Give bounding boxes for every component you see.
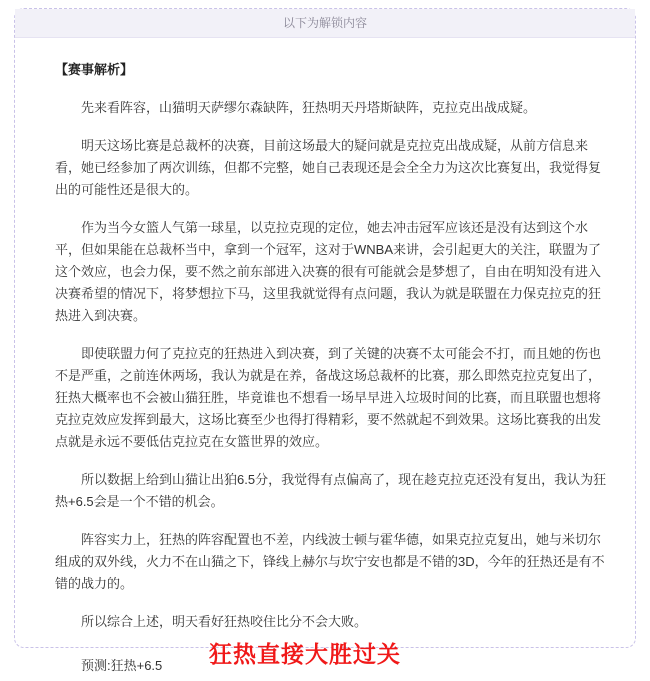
paragraph-handicap: 所以数据上给到山猫让出狛6.5分，我觉得有点偏高了，现在趁克拉克还没有复出，我认为狂热+6.5会是一个不错的机会。 bbox=[55, 472, 607, 509]
highlight-banner-text: 狂热直接大胜过关 bbox=[209, 641, 401, 667]
prediction-text: 预测:狂热+6.5 bbox=[81, 658, 163, 673]
article-body bbox=[15, 59, 635, 681]
prediction-row bbox=[55, 641, 613, 681]
paragraph-conclusion: 所以综合上述，明天看好狂热咬住比分不会大败。 bbox=[81, 614, 368, 629]
unlocked-content-panel bbox=[14, 8, 636, 673]
paragraph-lineup: 先来看阵容，山猫明天萨缪尔森缺阵，狂热明天丹塔斯缺阵，克拉克出战成疑。 bbox=[81, 100, 537, 115]
section-title: 【赛事解析】 bbox=[55, 62, 134, 77]
paragraph-final-status: 明天这场比赛是总裁杯的决赛，目前这场最大的疑问就是克拉克出战成疑，从前方信息来看，她已经参加了两次训练，但都不完整，她自己表现还是会全全力为这次比赛复出，我觉得复出的可能性还是很大的。 bbox=[55, 138, 602, 197]
unlock-header: 以下为解锁内容 bbox=[15, 9, 635, 38]
paragraph-return-analysis: 即使联盟力何了克拉克的狂热进入到决赛，到了关键的决赛不太可能会不打，而且她的伤也不是严重，之前连休两场，我认为就是在养，备战这场总裁杯的比赛，那么即然克拉克复出了，狂热大概率也不会被山猫狂胜，毕竟谁也不想看一场早早进入垃圾时间的比赛，而且联盟也想将克拉克效应发挥到最大，这场比赛至少也得打得精彩，要不然就起不到效果。这场比赛我的出发点就是永远不要低估克拉克在女篮世界的效应。 bbox=[55, 346, 602, 449]
paragraph-roster-strength: 阵容实力上，狂热的阵容配置也不差，内线波士顿与霍华德，如果克拉克复出，她与米切尔组成的双外线，火力不在山猫之下，锋线上赫尔与坎宁安也都是不错的3D，今年的狂热还是有不错的战力的。 bbox=[55, 532, 605, 591]
paragraph-league-effect: 作为当今女篮人气第一球星，以克拉克现的定位，她去冲击冠军应该还是没有达到这个水平，但如果能在总裁杯当中，拿到一个冠军，这对于WNBA来讲，会引起更大的关注，联盟为了这个效应，也会力保，要不然之前东部进入决赛的很有可能就会是梦想了，自由在明知没有进入决赛希望的情况下，将梦想拉下马，这里我就觉得有点问题，我认为就是联盟在力保克拉克的狂热进入到决赛。 bbox=[55, 220, 602, 323]
